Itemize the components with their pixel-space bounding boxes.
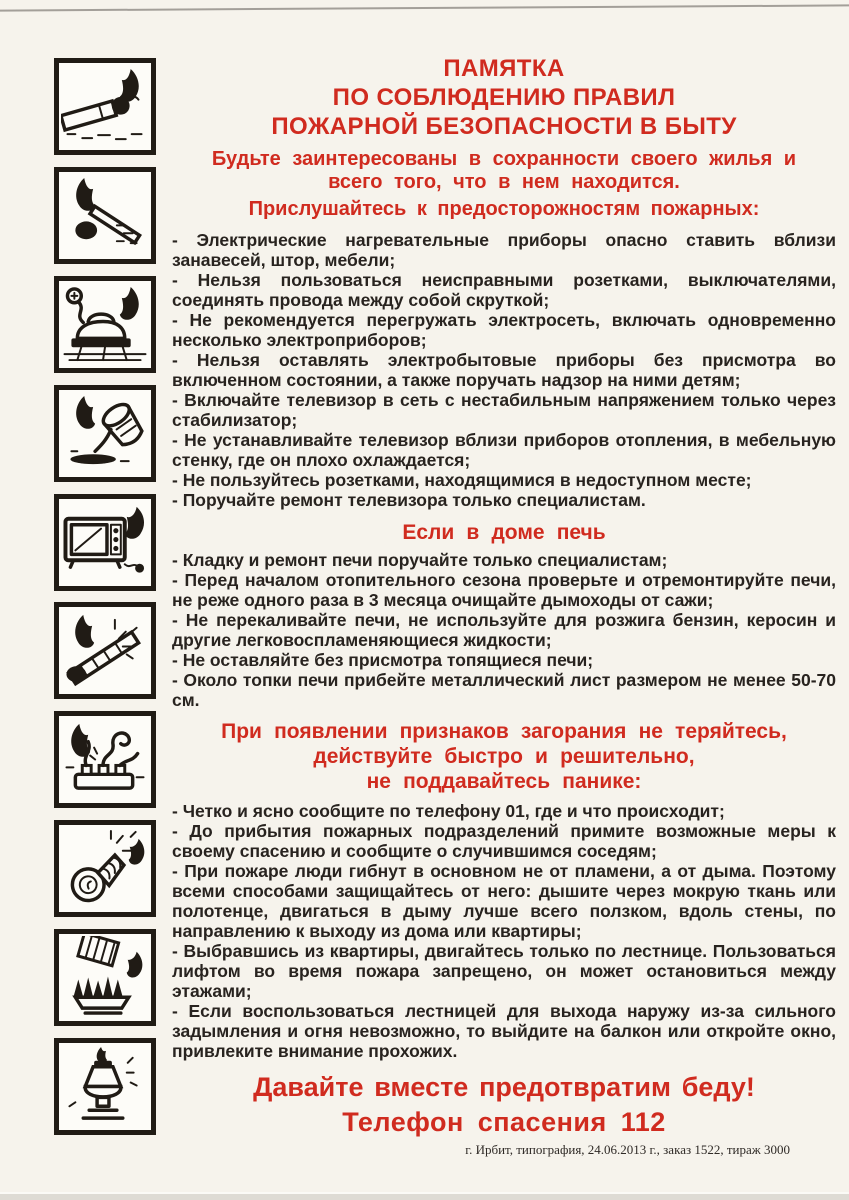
rule-item: - Нельзя оставлять электробытовые приборы без присмотра во включенном состоянии, а также поручать надзор на ними детям; [172,350,836,390]
title-line-1: ПАМЯТКА [443,55,565,82]
rule-item: - До прибытия пожарных подразделений примите возможные меры к своему спасению и сообщите о случившимся соседям; [172,821,836,861]
leaflet-text [172,54,836,1158]
print-imprint: г. Ирбит, типография, 24.06.2013 г., заказ 1522, тираж 3000 [465,1142,790,1157]
household-rules-list [172,230,836,510]
rescue-phone: Телефон спасения 112 [342,1107,666,1137]
rule-item: - Поручайте ремонт телевизора только специалистам. [172,490,646,510]
rule-item: - Около топки печи прибейте металлический лист размером не менее 50-70 см. [172,670,836,710]
sparking-electric-lamp-icon [54,820,156,917]
rule-item: - Не рекомендуется перегружать электросеть, включать одновременно несколько электроприборов; [172,310,836,350]
burning-firebrand-icon [54,602,156,699]
title-line-2: ПО СОБЛЮДЕНИЮ ПРАВИЛ [332,84,676,111]
hot-iron-icon [54,276,156,373]
fire-actions-heading [172,719,836,794]
rule-item: - Четко и ясно сообщите по телефону 01, где и что происходит; [172,801,725,821]
rule-item: - Не пользуйтесь розетками, находящимися в недоступном месте; [172,470,752,490]
rule-item: - Перед началом отопительного сезона проверьте и отремонтируйте печи, не реже одного раза в 3 месяца очищайте дымоходы от сажи; [172,570,836,610]
pictogram-column [54,58,156,1135]
rule-item: - Не оставляйте без присмотра топящиеся печи; [172,650,594,670]
stove-rules-list [172,550,836,710]
rule-item: - Электрические нагревательные приборы опасно ставить вблизи занавесей, штор, мебели; [172,230,836,270]
scan-edge-top [0,4,849,11]
rule-item: - Не перекаливайте печи, не используйте для розжига бензин, керосин и другие легковоспламеняющиеся жидкости; [172,610,836,650]
television-set-icon [54,494,156,591]
gas-stove-burner-icon [54,929,156,1026]
fire-actions-list [172,801,836,1061]
fire-heading-line-2: действуйте быстро и решительно, [313,745,695,768]
title-line-3: ПОЖАРНОЙ БЕЗОПАСНОСТИ В БЫТУ [271,113,737,140]
slogan: Давайте вместе предотвратим беду! [253,1072,755,1102]
rule-item: - Кладку и ремонт печи поручайте только специалистам; [172,550,668,570]
stove-section-heading: Если в доме печь [402,521,606,544]
burning-cigarette-icon [54,58,156,155]
rule-item: - Если воспользоваться лестницей для выхода наружу из-за сильного задымления и огня невозможно, то выйдите на балкон или откройте окно, привлеките внимание прохожих. [172,1001,836,1061]
listen-heading: Прислушайтесь к предосторожностям пожарных: [248,198,760,220]
fire-heading-line-1: При появлении признаков загорания не теряйтесь, [221,720,787,743]
kerosene-lamp-icon [54,1038,156,1135]
rule-item: - Не устанавливайте телевизор вблизи приборов отопления, в мебельную стенку, где он плохо охлаждается; [172,430,836,470]
overloaded-power-socket-icon [54,711,156,808]
spilled-flammable-liquid-icon [54,385,156,482]
burning-match-icon [54,167,156,264]
rule-item: - Включайте телевизор в сеть с нестабильным напряжением только через стабилизатор; [172,390,836,430]
fire-heading-line-3: не поддавайтесь панике: [366,770,642,793]
page-title [172,54,836,141]
rule-item: - Выбравшись из квартиры, двигайтесь только по лестнице. Пользоваться лифтом во время пожара запрещено, он может остановиться между этажами; [172,941,836,1001]
rule-item: - При пожаре люди гибнут в основном не от пламени, а от дыма. Поэтому всеми способами защищайтесь от него: дышите через мокрую ткань или полотенце, двигаться в дыму лучше всего ползком, вдоль стены, по направлению к выходу из дома или квартиры; [172,861,836,941]
rule-item: - Нельзя пользоваться неисправными розетками, выключателями, соединять провода между собой скруткой; [172,270,836,310]
scan-edge-bottom [0,1192,849,1200]
subtitle: Будьте заинтересованы в сохранности своего жилья и всего того, что в нем находится. [211,148,797,193]
